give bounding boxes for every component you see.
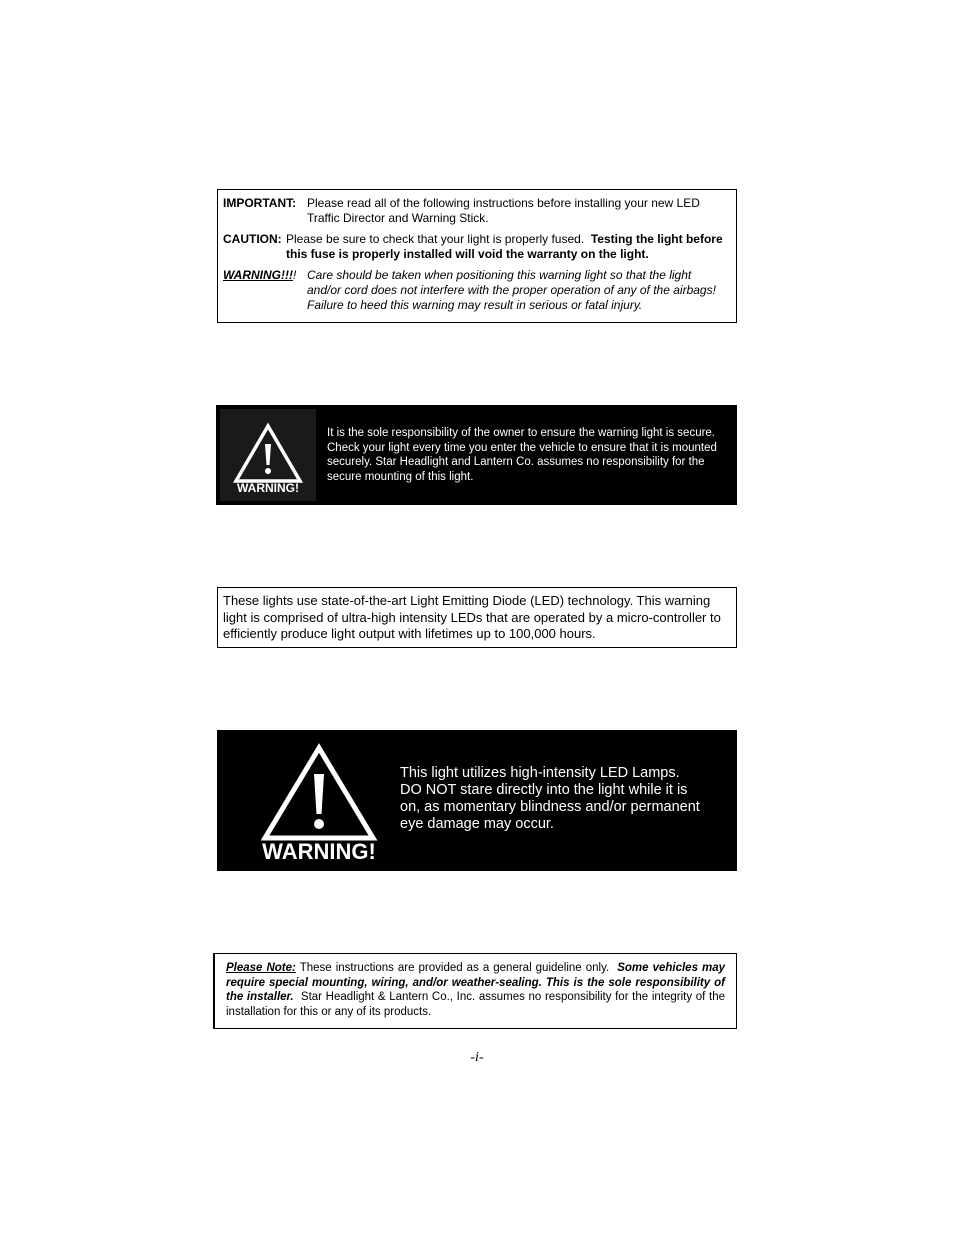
warning-label-tail: ! [292, 268, 297, 282]
caution-text-bold: Testing the light before this fuse is properly installed will void the warranty on the light. [286, 232, 723, 261]
please-note-text-1: These instructions are provided as a general guideline only. [299, 962, 610, 974]
page-number: -i- [470, 1050, 484, 1065]
caution-row [223, 232, 726, 262]
please-note-text-bold: Some vehicles may require special mounting, wiring, and/or weather-sealing. This is the sole responsibility of the installer. [226, 962, 726, 1003]
eye-damage-warning-text: This light utilizes high-intensity LED Lamps. DO NOT stare directly into the light while it is on, as momentary blindness and/or permanent eye damage may occur. [400, 765, 700, 832]
warning-row [223, 268, 726, 313]
warning-triangle-icon [220, 409, 316, 501]
please-note-box [213, 953, 737, 1029]
warning-icon-label: WARNING! [237, 481, 299, 495]
caution-label: CAUTION: [223, 232, 282, 246]
caution-text-normal: Please be sure to check that your light is properly fused. [286, 232, 585, 246]
caution-text [286, 232, 726, 262]
led-technology-box [217, 587, 737, 648]
please-note-text-2: Star Headlight & Lantern Co., Inc. assumes no responsibility for the integrity of the installation for this or any of its products. [226, 991, 725, 1018]
mounting-warning-text: It is the sole responsibility of the owner to ensure the warning light is secure. Check your light every time you enter the vehicle to ensure that it is mounted securely. Star Headlight and Lantern Co. assumes no responsibility for the secure mounting of this light. [327, 427, 717, 483]
important-label: IMPORTANT: [223, 196, 297, 210]
eye-damage-warning-banner [217, 730, 737, 871]
warning-label [223, 268, 307, 313]
warning-triangle-icon-large [257, 742, 397, 866]
please-note-label: Please Note: [226, 962, 296, 974]
important-row [223, 196, 726, 226]
important-text: Please read all of the following instructions before installing your new LED Traffic Director and Warning Stick. [307, 196, 700, 225]
mounting-warning-banner [216, 405, 737, 505]
important-notice-box [217, 189, 737, 323]
warning-icon-panel [220, 409, 316, 501]
led-technology-text: These lights use state-of-the-art Light Emitting Diode (LED) technology. This warning light is comprised of ultra-high intensity LEDs that are operated by a micro-controller to efficiently produce light output with lifetimes up to 100,000 hours. [223, 593, 721, 641]
warning-text: Care should be taken when positioning this warning light so that the light and/or cord does not interfere with the proper operation of any of the airbags! Failure to heed this warning may result in serious or fatal injury. [307, 268, 716, 312]
warning-large-icon-label: WARNING! [262, 839, 376, 864]
warning-label-underlined: WARNING!!! [223, 268, 293, 282]
